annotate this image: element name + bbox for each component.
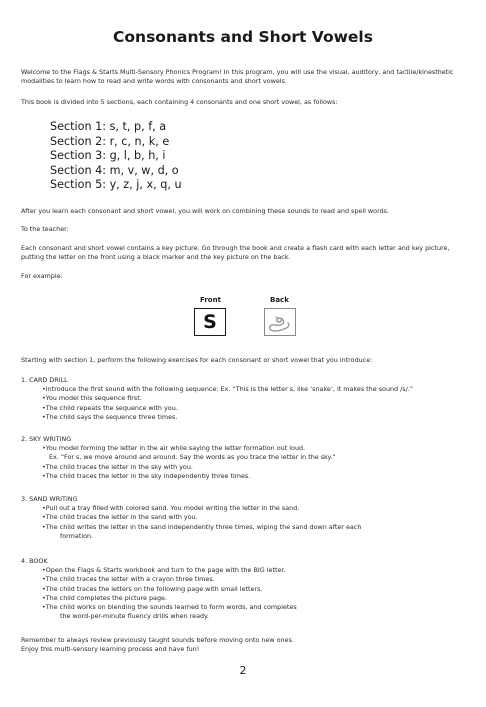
- after-sections: After you learn each consonant and short vowel, you will work on combining these sounds to read and spell words.: [21, 207, 390, 215]
- list-item-continued: the word-per-minute fluency drills when ready.: [60, 612, 209, 621]
- intro-divided: This book is divided into 5 sections, each containing 4 consonants and one short vowel, as follows:: [21, 98, 338, 106]
- intro-line-2: modalities to learn how to read and write words with consonants and short vowels.: [21, 77, 287, 85]
- flash-card-example: [190, 296, 310, 346]
- book-heading: 4. BOOK: [21, 557, 48, 565]
- teacher-line-2: putting the letter on the front using a black marker and the key picture on the back.: [21, 253, 291, 261]
- section-2: Section 2: r, c, n, k, e: [50, 134, 170, 148]
- list-item-example: Ex. “For s, we move around and around. Say the words as you trace the letter in the sky.”: [49, 453, 336, 462]
- list-item: •The child works on blending the sounds learned to form words, and completes: [42, 603, 297, 612]
- list-item: •Introduce the first sound with the following sequence: Ex. “This is the letter s, like ‘snake’, it makes the sound /s/.”: [42, 385, 414, 394]
- back-label: Back: [270, 296, 289, 304]
- list-item: •The child repeats the sequence with you.: [42, 403, 178, 412]
- to-teacher: To the teacher:: [21, 225, 69, 233]
- teacher-line-1: Each consonant and short vowel contains a key picture. Go through the book and create a flash card with each letter and key picture,: [21, 244, 450, 252]
- intro-line-1: Welcome to the Flags & Starts Multi-Sensory Phonics Program! In this program, you will use the visual, auditory, and tactile/kinesthetic: [21, 68, 454, 76]
- sections-list: [50, 120, 182, 193]
- sky-writing-section: [21, 435, 336, 481]
- list-item-continued: formation.: [60, 531, 94, 540]
- list-item: •The child traces the letter in the sky with you.: [42, 462, 193, 471]
- list-item: •Pull out a tray filled with colored sand. You model writing the letter in the sand.: [42, 504, 300, 513]
- list-item: •The child traces the letter with a crayon three times.: [42, 575, 215, 584]
- section-3: Section 3: g, l, b, h, i: [50, 149, 166, 163]
- section-5: Section 5: y, z, j, x, q, u: [50, 178, 182, 192]
- closing-line-1: Remember to always review previously taught sounds before moving onto new ones.: [21, 636, 294, 644]
- list-item: •The child traces the letter in the sky independently three times.: [42, 471, 251, 480]
- sand-writing-heading: 3. SAND WRITING: [21, 495, 78, 503]
- card-drill-section: [21, 376, 413, 422]
- section-4: Section 4: m, v, w, d, o: [50, 163, 179, 177]
- page-title: Consonants and Short Vowels: [113, 28, 373, 46]
- book-section: [21, 557, 297, 621]
- list-item: •You model this sequence first.: [42, 394, 142, 403]
- page-number: 2: [239, 664, 247, 677]
- closing-line-2: Enjoy this multi-sensory learning process and have fun!: [21, 645, 200, 653]
- front-label: Front: [200, 296, 221, 304]
- sand-writing-section: [21, 495, 361, 541]
- flash-card-front: S: [194, 308, 226, 336]
- list-item: •The child traces the letter in the sand with you.: [42, 513, 198, 522]
- sky-writing-heading: 2. SKY WRITING: [21, 435, 72, 443]
- for-example: For example:: [21, 272, 63, 280]
- list-item: •The child says the sequence three times.: [42, 412, 178, 421]
- flash-card-back: [264, 308, 296, 336]
- snake-icon: [265, 309, 295, 335]
- card-drill-heading: 1. CARD DRILL: [21, 376, 68, 384]
- list-item: •The child traces the letters on the following page with small letters.: [42, 584, 263, 593]
- list-item: •You model forming the letter in the air while saying the letter formation out loud.: [42, 444, 306, 453]
- list-item: •The child completes the picture page.: [42, 593, 167, 602]
- starting: Starting with section 1, perform the following exercises for each consonant or short vowel that you introduce:: [21, 356, 373, 364]
- list-item: •The child writes the letter in the sand independently three times, wiping the sand down after each: [42, 522, 362, 531]
- section-1: Section 1: s, t, p, f, a: [50, 120, 167, 133]
- list-item: •Open the Flags & Starts workbook and turn to the page with the BIG letter.: [42, 566, 286, 575]
